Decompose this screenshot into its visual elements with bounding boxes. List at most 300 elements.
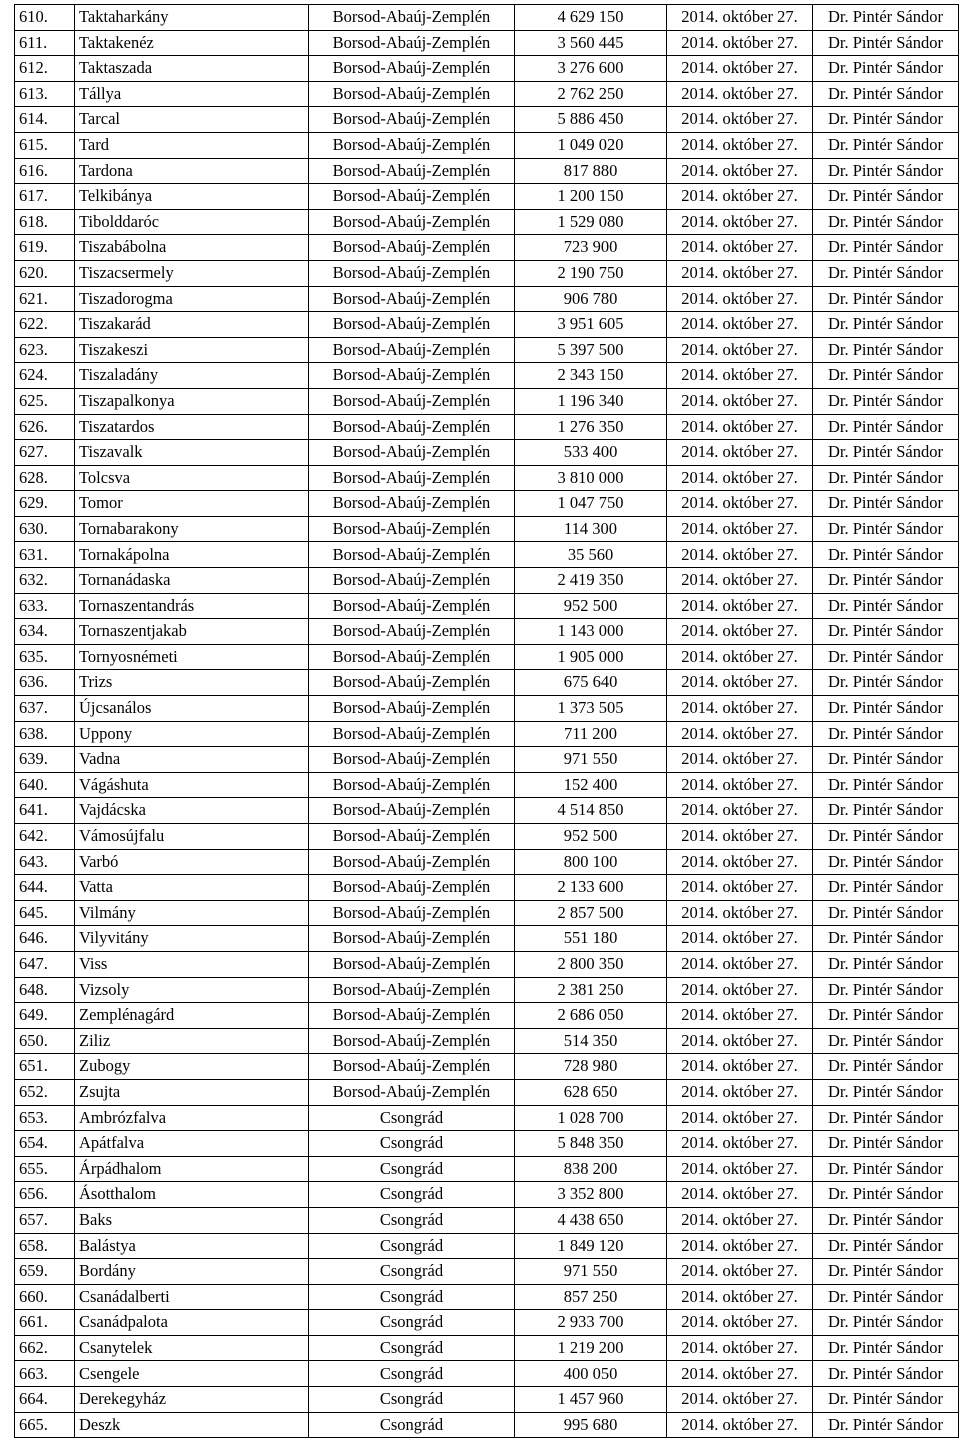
- settlement-name: Csengele: [75, 1361, 309, 1387]
- row-number: 642.: [15, 824, 75, 850]
- signer-name: Dr. Pintér Sándor: [813, 337, 959, 363]
- grant-amount: 857 250: [515, 1284, 667, 1310]
- settlement-name: Taktaharkány: [75, 5, 309, 31]
- table-row: [15, 1412, 959, 1438]
- county-name: Borsod-Abaúj-Zemplén: [309, 158, 515, 184]
- county-name: Borsod-Abaúj-Zemplén: [309, 30, 515, 56]
- settlement-name: Vadna: [75, 747, 309, 773]
- decision-date: 2014. október 27.: [667, 977, 813, 1003]
- settlement-name: Tardona: [75, 158, 309, 184]
- grant-amount: 114 300: [515, 516, 667, 542]
- table-row: [15, 670, 959, 696]
- table-row: [15, 1387, 959, 1413]
- county-name: Csongrád: [309, 1412, 515, 1438]
- table-row: [15, 158, 959, 184]
- signer-name: Dr. Pintér Sándor: [813, 1156, 959, 1182]
- county-name: Borsod-Abaúj-Zemplén: [309, 491, 515, 517]
- table-row: [15, 30, 959, 56]
- grant-amount: 3 352 800: [515, 1182, 667, 1208]
- grant-amount: 1 457 960: [515, 1387, 667, 1413]
- table-row: [15, 619, 959, 645]
- table-row: [15, 772, 959, 798]
- signer-name: Dr. Pintér Sándor: [813, 388, 959, 414]
- settlement-name: Tornaszentjakab: [75, 619, 309, 645]
- settlement-name: Vizsoly: [75, 977, 309, 1003]
- row-number: 650.: [15, 1028, 75, 1054]
- grant-amount: 5 886 450: [515, 107, 667, 133]
- grant-amount: 2 419 350: [515, 568, 667, 594]
- table-row: [15, 209, 959, 235]
- county-name: Borsod-Abaúj-Zemplén: [309, 747, 515, 773]
- decision-date: 2014. október 27.: [667, 593, 813, 619]
- signer-name: Dr. Pintér Sándor: [813, 107, 959, 133]
- table-row: [15, 849, 959, 875]
- county-name: Borsod-Abaúj-Zemplén: [309, 235, 515, 261]
- signer-name: Dr. Pintér Sándor: [813, 81, 959, 107]
- settlement-name: Trizs: [75, 670, 309, 696]
- grant-amount: 711 200: [515, 721, 667, 747]
- settlement-name: Tornaszentandrás: [75, 593, 309, 619]
- county-name: Csongrád: [309, 1310, 515, 1336]
- county-name: Borsod-Abaúj-Zemplén: [309, 363, 515, 389]
- table-row: [15, 465, 959, 491]
- decision-date: 2014. október 27.: [667, 1003, 813, 1029]
- table-row: [15, 337, 959, 363]
- settlement-name: Viss: [75, 951, 309, 977]
- county-name: Csongrád: [309, 1361, 515, 1387]
- signer-name: Dr. Pintér Sándor: [813, 696, 959, 722]
- row-number: 657.: [15, 1207, 75, 1233]
- grant-amount: 952 500: [515, 593, 667, 619]
- row-number: 625.: [15, 388, 75, 414]
- row-number: 647.: [15, 951, 75, 977]
- grant-amount: 838 200: [515, 1156, 667, 1182]
- grant-amount: 514 350: [515, 1028, 667, 1054]
- grant-amount: 2 762 250: [515, 81, 667, 107]
- row-number: 648.: [15, 977, 75, 1003]
- row-number: 614.: [15, 107, 75, 133]
- settlement-name: Ziliz: [75, 1028, 309, 1054]
- county-name: Borsod-Abaúj-Zemplén: [309, 1003, 515, 1029]
- settlement-name: Tornyosnémeti: [75, 644, 309, 670]
- row-number: 660.: [15, 1284, 75, 1310]
- settlement-name: Apátfalva: [75, 1131, 309, 1157]
- grant-amount: 675 640: [515, 670, 667, 696]
- decision-date: 2014. október 27.: [667, 132, 813, 158]
- decision-date: 2014. október 27.: [667, 1412, 813, 1438]
- table-row: [15, 1361, 959, 1387]
- settlement-name: Derekegyház: [75, 1387, 309, 1413]
- grant-amount: 3 276 600: [515, 56, 667, 82]
- signer-name: Dr. Pintér Sándor: [813, 56, 959, 82]
- table-row: [15, 1284, 959, 1310]
- settlement-name: Tiszaladány: [75, 363, 309, 389]
- decision-date: 2014. október 27.: [667, 1335, 813, 1361]
- county-name: Borsod-Abaúj-Zemplén: [309, 414, 515, 440]
- settlement-name: Ambrózfalva: [75, 1105, 309, 1131]
- signer-name: Dr. Pintér Sándor: [813, 721, 959, 747]
- signer-name: Dr. Pintér Sándor: [813, 286, 959, 312]
- county-name: Csongrád: [309, 1233, 515, 1259]
- decision-date: 2014. október 27.: [667, 900, 813, 926]
- county-name: Borsod-Abaúj-Zemplén: [309, 670, 515, 696]
- table-row: [15, 516, 959, 542]
- signer-name: Dr. Pintér Sándor: [813, 900, 959, 926]
- settlement-name: Vilyvitány: [75, 926, 309, 952]
- table-row: [15, 414, 959, 440]
- county-name: Borsod-Abaúj-Zemplén: [309, 440, 515, 466]
- table-row: [15, 824, 959, 850]
- signer-name: Dr. Pintér Sándor: [813, 363, 959, 389]
- decision-date: 2014. október 27.: [667, 337, 813, 363]
- county-name: Csongrád: [309, 1156, 515, 1182]
- grant-amount: 1 219 200: [515, 1335, 667, 1361]
- table-row: [15, 977, 959, 1003]
- county-name: Borsod-Abaúj-Zemplén: [309, 568, 515, 594]
- decision-date: 2014. október 27.: [667, 440, 813, 466]
- grant-amount: 2 933 700: [515, 1310, 667, 1336]
- settlement-name: Varbó: [75, 849, 309, 875]
- county-name: Borsod-Abaúj-Zemplén: [309, 337, 515, 363]
- decision-date: 2014. október 27.: [667, 644, 813, 670]
- settlement-name: Balástya: [75, 1233, 309, 1259]
- settlement-name: Zubogy: [75, 1054, 309, 1080]
- grant-amount: 1 529 080: [515, 209, 667, 235]
- decision-date: 2014. október 27.: [667, 1156, 813, 1182]
- row-number: 663.: [15, 1361, 75, 1387]
- signer-name: Dr. Pintér Sándor: [813, 670, 959, 696]
- county-name: Borsod-Abaúj-Zemplén: [309, 798, 515, 824]
- table-row: [15, 696, 959, 722]
- grant-amount: 1 143 000: [515, 619, 667, 645]
- grant-amount: 628 650: [515, 1079, 667, 1105]
- table-row: [15, 721, 959, 747]
- settlement-name: Tiszakarád: [75, 312, 309, 338]
- settlement-name: Tornanádaska: [75, 568, 309, 594]
- grant-amount: 4 629 150: [515, 5, 667, 31]
- row-number: 662.: [15, 1335, 75, 1361]
- grant-amount: 800 100: [515, 849, 667, 875]
- decision-date: 2014. október 27.: [667, 849, 813, 875]
- table-row: [15, 1156, 959, 1182]
- table-row: [15, 440, 959, 466]
- row-number: 620.: [15, 260, 75, 286]
- table-row: [15, 184, 959, 210]
- decision-date: 2014. október 27.: [667, 1310, 813, 1336]
- county-name: Csongrád: [309, 1259, 515, 1285]
- county-name: Borsod-Abaúj-Zemplén: [309, 81, 515, 107]
- grant-amount: 1 373 505: [515, 696, 667, 722]
- table-row: [15, 107, 959, 133]
- signer-name: Dr. Pintér Sándor: [813, 1310, 959, 1336]
- grant-amount: 2 857 500: [515, 900, 667, 926]
- settlement-name: Tarcal: [75, 107, 309, 133]
- settlement-name: Uppony: [75, 721, 309, 747]
- row-number: 617.: [15, 184, 75, 210]
- county-name: Borsod-Abaúj-Zemplén: [309, 286, 515, 312]
- table-row: [15, 1259, 959, 1285]
- county-name: Csongrád: [309, 1182, 515, 1208]
- settlement-name: Vajdácska: [75, 798, 309, 824]
- row-number: 632.: [15, 568, 75, 594]
- row-number: 611.: [15, 30, 75, 56]
- table-row: [15, 1233, 959, 1259]
- decision-date: 2014. október 27.: [667, 286, 813, 312]
- grant-amount: 3 810 000: [515, 465, 667, 491]
- decision-date: 2014. október 27.: [667, 260, 813, 286]
- table-row: [15, 1028, 959, 1054]
- grant-amount: 1 200 150: [515, 184, 667, 210]
- signer-name: Dr. Pintér Sándor: [813, 209, 959, 235]
- signer-name: Dr. Pintér Sándor: [813, 491, 959, 517]
- decision-date: 2014. október 27.: [667, 1054, 813, 1080]
- row-number: 616.: [15, 158, 75, 184]
- county-name: Borsod-Abaúj-Zemplén: [309, 542, 515, 568]
- table-row: [15, 260, 959, 286]
- decision-date: 2014. október 27.: [667, 158, 813, 184]
- settlement-name: Telkibánya: [75, 184, 309, 210]
- county-name: Borsod-Abaúj-Zemplén: [309, 721, 515, 747]
- decision-date: 2014. október 27.: [667, 747, 813, 773]
- decision-date: 2014. október 27.: [667, 1079, 813, 1105]
- settlement-name: Tolcsva: [75, 465, 309, 491]
- grant-amount: 35 560: [515, 542, 667, 568]
- county-name: Borsod-Abaúj-Zemplén: [309, 593, 515, 619]
- row-number: 631.: [15, 542, 75, 568]
- grant-amount: 728 980: [515, 1054, 667, 1080]
- decision-date: 2014. október 27.: [667, 491, 813, 517]
- decision-date: 2014. október 27.: [667, 696, 813, 722]
- county-name: Borsod-Abaúj-Zemplén: [309, 184, 515, 210]
- signer-name: Dr. Pintér Sándor: [813, 798, 959, 824]
- settlement-name: Csanytelek: [75, 1335, 309, 1361]
- decision-date: 2014. október 27.: [667, 81, 813, 107]
- decision-date: 2014. október 27.: [667, 1131, 813, 1157]
- grant-amount: 1 028 700: [515, 1105, 667, 1131]
- row-number: 628.: [15, 465, 75, 491]
- row-number: 665.: [15, 1412, 75, 1438]
- grant-amount: 2 800 350: [515, 951, 667, 977]
- grant-amount: 2 343 150: [515, 363, 667, 389]
- county-name: Csongrád: [309, 1131, 515, 1157]
- county-name: Borsod-Abaúj-Zemplén: [309, 56, 515, 82]
- signer-name: Dr. Pintér Sándor: [813, 1335, 959, 1361]
- table-row: [15, 363, 959, 389]
- grant-amount: 2 133 600: [515, 875, 667, 901]
- signer-name: Dr. Pintér Sándor: [813, 875, 959, 901]
- table-row: [15, 1054, 959, 1080]
- settlement-name: Ásotthalom: [75, 1182, 309, 1208]
- table-row: [15, 1079, 959, 1105]
- decision-date: 2014. október 27.: [667, 721, 813, 747]
- grant-amount: 1 047 750: [515, 491, 667, 517]
- row-number: 649.: [15, 1003, 75, 1029]
- decision-date: 2014. október 27.: [667, 798, 813, 824]
- county-name: Borsod-Abaúj-Zemplén: [309, 1028, 515, 1054]
- decision-date: 2014. október 27.: [667, 209, 813, 235]
- row-number: 653.: [15, 1105, 75, 1131]
- decision-date: 2014. október 27.: [667, 951, 813, 977]
- table-row: [15, 81, 959, 107]
- row-number: 615.: [15, 132, 75, 158]
- decision-date: 2014. október 27.: [667, 926, 813, 952]
- signer-name: Dr. Pintér Sándor: [813, 1361, 959, 1387]
- signer-name: Dr. Pintér Sándor: [813, 824, 959, 850]
- decision-date: 2014. október 27.: [667, 542, 813, 568]
- decision-date: 2014. október 27.: [667, 1105, 813, 1131]
- settlement-name: Árpádhalom: [75, 1156, 309, 1182]
- row-number: 623.: [15, 337, 75, 363]
- row-number: 664.: [15, 1387, 75, 1413]
- row-number: 622.: [15, 312, 75, 338]
- grant-amount: 995 680: [515, 1412, 667, 1438]
- signer-name: Dr. Pintér Sándor: [813, 184, 959, 210]
- signer-name: Dr. Pintér Sándor: [813, 977, 959, 1003]
- row-number: 619.: [15, 235, 75, 261]
- county-name: Csongrád: [309, 1284, 515, 1310]
- grant-table: [14, 4, 959, 1438]
- county-name: Borsod-Abaúj-Zemplén: [309, 619, 515, 645]
- grant-amount: 551 180: [515, 926, 667, 952]
- row-number: 627.: [15, 440, 75, 466]
- county-name: Borsod-Abaúj-Zemplén: [309, 849, 515, 875]
- signer-name: Dr. Pintér Sándor: [813, 644, 959, 670]
- grant-amount: 2 381 250: [515, 977, 667, 1003]
- row-number: 659.: [15, 1259, 75, 1285]
- county-name: Borsod-Abaúj-Zemplén: [309, 388, 515, 414]
- county-name: Borsod-Abaúj-Zemplén: [309, 107, 515, 133]
- row-number: 626.: [15, 414, 75, 440]
- signer-name: Dr. Pintér Sándor: [813, 312, 959, 338]
- settlement-name: Taktaszada: [75, 56, 309, 82]
- settlement-name: Újcsanálos: [75, 696, 309, 722]
- signer-name: Dr. Pintér Sándor: [813, 30, 959, 56]
- table-row: [15, 644, 959, 670]
- signer-name: Dr. Pintér Sándor: [813, 1131, 959, 1157]
- county-name: Borsod-Abaúj-Zemplén: [309, 209, 515, 235]
- signer-name: Dr. Pintér Sándor: [813, 849, 959, 875]
- county-name: Csongrád: [309, 1335, 515, 1361]
- grant-amount: 400 050: [515, 1361, 667, 1387]
- county-name: Borsod-Abaúj-Zemplén: [309, 1054, 515, 1080]
- grant-amount: 5 848 350: [515, 1131, 667, 1157]
- table-row: [15, 568, 959, 594]
- row-number: 630.: [15, 516, 75, 542]
- county-name: Borsod-Abaúj-Zemplén: [309, 465, 515, 491]
- signer-name: Dr. Pintér Sándor: [813, 951, 959, 977]
- decision-date: 2014. október 27.: [667, 414, 813, 440]
- table-row: [15, 593, 959, 619]
- row-number: 618.: [15, 209, 75, 235]
- table-row: [15, 951, 959, 977]
- grant-amount: 952 500: [515, 824, 667, 850]
- settlement-name: Zsujta: [75, 1079, 309, 1105]
- settlement-name: Vilmány: [75, 900, 309, 926]
- signer-name: Dr. Pintér Sándor: [813, 619, 959, 645]
- signer-name: Dr. Pintér Sándor: [813, 516, 959, 542]
- county-name: Borsod-Abaúj-Zemplén: [309, 5, 515, 31]
- table-row: [15, 286, 959, 312]
- signer-name: Dr. Pintér Sándor: [813, 1387, 959, 1413]
- county-name: Csongrád: [309, 1207, 515, 1233]
- grant-amount: 971 550: [515, 747, 667, 773]
- row-number: 652.: [15, 1079, 75, 1105]
- decision-date: 2014. október 27.: [667, 107, 813, 133]
- table-row: [15, 900, 959, 926]
- settlement-name: Tiszatardos: [75, 414, 309, 440]
- grant-amount: 3 951 605: [515, 312, 667, 338]
- row-number: 643.: [15, 849, 75, 875]
- decision-date: 2014. október 27.: [667, 670, 813, 696]
- signer-name: Dr. Pintér Sándor: [813, 260, 959, 286]
- county-name: Borsod-Abaúj-Zemplén: [309, 772, 515, 798]
- settlement-name: Deszk: [75, 1412, 309, 1438]
- county-name: Csongrád: [309, 1387, 515, 1413]
- row-number: 621.: [15, 286, 75, 312]
- table-row: [15, 1182, 959, 1208]
- county-name: Borsod-Abaúj-Zemplén: [309, 644, 515, 670]
- settlement-name: Csanádpalota: [75, 1310, 309, 1336]
- table-body: [15, 5, 959, 1438]
- signer-name: Dr. Pintér Sándor: [813, 1412, 959, 1438]
- settlement-name: Tiszapalkonya: [75, 388, 309, 414]
- settlement-name: Zemplénagárd: [75, 1003, 309, 1029]
- table-row: [15, 388, 959, 414]
- table-row: [15, 132, 959, 158]
- row-number: 656.: [15, 1182, 75, 1208]
- decision-date: 2014. október 27.: [667, 56, 813, 82]
- county-name: Borsod-Abaúj-Zemplén: [309, 926, 515, 952]
- county-name: Borsod-Abaúj-Zemplén: [309, 900, 515, 926]
- decision-date: 2014. október 27.: [667, 875, 813, 901]
- signer-name: Dr. Pintér Sándor: [813, 542, 959, 568]
- row-number: 635.: [15, 644, 75, 670]
- decision-date: 2014. október 27.: [667, 235, 813, 261]
- grant-amount: 723 900: [515, 235, 667, 261]
- settlement-name: Tomor: [75, 491, 309, 517]
- signer-name: Dr. Pintér Sándor: [813, 132, 959, 158]
- county-name: Borsod-Abaúj-Zemplén: [309, 951, 515, 977]
- table-row: [15, 312, 959, 338]
- row-number: 661.: [15, 1310, 75, 1336]
- settlement-name: Vágáshuta: [75, 772, 309, 798]
- settlement-name: Tállya: [75, 81, 309, 107]
- table-row: [15, 1207, 959, 1233]
- decision-date: 2014. október 27.: [667, 1284, 813, 1310]
- decision-date: 2014. október 27.: [667, 388, 813, 414]
- table-row: [15, 5, 959, 31]
- decision-date: 2014. október 27.: [667, 1028, 813, 1054]
- signer-name: Dr. Pintér Sándor: [813, 440, 959, 466]
- county-name: Borsod-Abaúj-Zemplén: [309, 696, 515, 722]
- table-row: [15, 1131, 959, 1157]
- decision-date: 2014. október 27.: [667, 619, 813, 645]
- table-row: [15, 875, 959, 901]
- row-number: 654.: [15, 1131, 75, 1157]
- table-row: [15, 798, 959, 824]
- signer-name: Dr. Pintér Sándor: [813, 158, 959, 184]
- grant-amount: 1 276 350: [515, 414, 667, 440]
- table-row: [15, 542, 959, 568]
- row-number: 613.: [15, 81, 75, 107]
- county-name: Borsod-Abaúj-Zemplén: [309, 516, 515, 542]
- grant-amount: 1 905 000: [515, 644, 667, 670]
- county-name: Borsod-Abaúj-Zemplén: [309, 260, 515, 286]
- settlement-name: Tibolddaróc: [75, 209, 309, 235]
- grant-amount: 3 560 445: [515, 30, 667, 56]
- grant-amount: 4 438 650: [515, 1207, 667, 1233]
- row-number: 610.: [15, 5, 75, 31]
